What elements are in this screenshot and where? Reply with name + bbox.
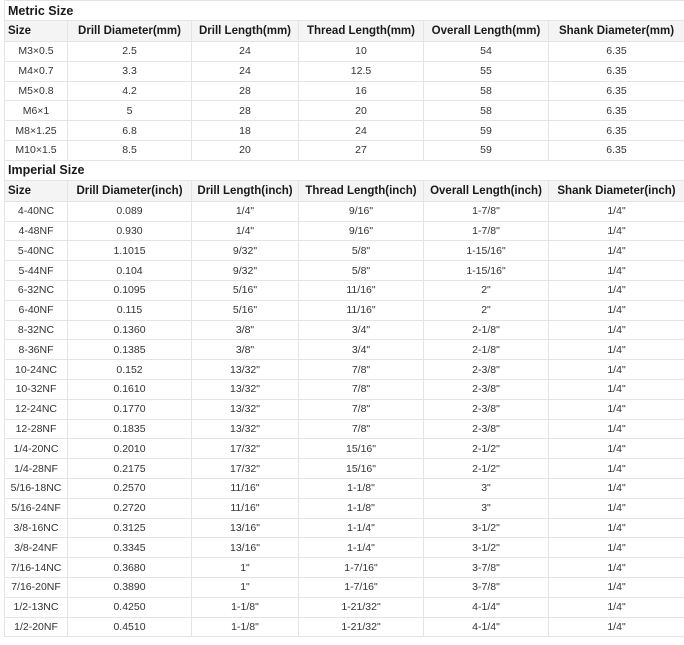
table-cell: 2-1/2" — [424, 439, 549, 459]
table-cell: 9/32" — [192, 241, 299, 261]
imperial-section-title: Imperial Size — [5, 160, 684, 180]
table-cell: 6.35 — [549, 140, 684, 160]
table-cell: 27 — [299, 140, 424, 160]
table-cell: 4-48NF — [5, 221, 68, 241]
table-cell: 0.1385 — [68, 340, 192, 360]
table-cell: 3-1/2" — [424, 518, 549, 538]
table-row — [5, 478, 684, 498]
table-cell: 5/8" — [299, 261, 424, 281]
table-cell: 7/8" — [299, 360, 424, 380]
table-cell: 1/4" — [549, 340, 684, 360]
table-cell: 2-1/8" — [424, 340, 549, 360]
table-cell: 1/4" — [549, 577, 684, 597]
table-cell: 13/32" — [192, 399, 299, 419]
table-cell: 13/32" — [192, 379, 299, 399]
table-row — [5, 241, 684, 261]
size-table-body — [5, 1, 684, 637]
table-cell: 2.5 — [68, 42, 192, 62]
table-row — [5, 280, 684, 300]
table-cell: 6.8 — [68, 121, 192, 141]
table-cell: 1/4" — [549, 558, 684, 578]
table-cell: 1.1015 — [68, 241, 192, 261]
table-cell: 5-44NF — [5, 261, 68, 281]
table-cell: 3-7/8" — [424, 558, 549, 578]
table-cell: 55 — [424, 61, 549, 81]
table-cell: 0.104 — [68, 261, 192, 281]
size-table — [4, 0, 684, 637]
table-cell: 1/2-13NC — [5, 597, 68, 617]
table-cell: 1/4" — [549, 538, 684, 558]
table-cell: 13/32" — [192, 419, 299, 439]
metric-column-header: Shank Diameter(mm) — [549, 21, 684, 42]
metric-column-header: Drill Length(mm) — [192, 21, 299, 42]
table-cell: M6×1 — [5, 101, 68, 121]
table-cell: M10×1.5 — [5, 140, 68, 160]
table-cell: 1/4" — [192, 221, 299, 241]
table-cell: 3-7/8" — [424, 577, 549, 597]
table-row — [5, 61, 684, 81]
table-cell: 17/32" — [192, 439, 299, 459]
table-cell: 15/16" — [299, 459, 424, 479]
table-cell: 1-7/16" — [299, 577, 424, 597]
table-row — [5, 360, 684, 380]
table-cell: 0.3890 — [68, 577, 192, 597]
table-cell: 1-1/8" — [299, 478, 424, 498]
table-cell: 12-28NF — [5, 419, 68, 439]
table-cell: 1-7/16" — [299, 558, 424, 578]
table-cell: 28 — [192, 101, 299, 121]
table-cell: 5/16" — [192, 280, 299, 300]
table-cell: 9/16" — [299, 221, 424, 241]
table-cell: M8×1.25 — [5, 121, 68, 141]
table-cell: 20 — [299, 101, 424, 121]
table-cell: 11/16" — [192, 478, 299, 498]
table-row — [5, 101, 684, 121]
table-cell: 58 — [424, 81, 549, 101]
table-cell: 5/16-18NC — [5, 478, 68, 498]
table-cell: 1/4-20NC — [5, 439, 68, 459]
table-cell: 0.4510 — [68, 617, 192, 637]
table-cell: 18 — [192, 121, 299, 141]
table-cell: 1/4-28NF — [5, 459, 68, 479]
table-cell: 1-1/4" — [299, 518, 424, 538]
table-cell: 58 — [424, 101, 549, 121]
table-row — [5, 597, 684, 617]
table-row — [5, 379, 684, 399]
table-row — [5, 577, 684, 597]
table-row — [5, 558, 684, 578]
table-cell: 1-21/32" — [299, 597, 424, 617]
table-cell: 9/32" — [192, 261, 299, 281]
table-cell: 0.2175 — [68, 459, 192, 479]
table-cell: 1/4" — [549, 320, 684, 340]
table-cell: 1/4" — [549, 360, 684, 380]
table-cell: 7/8" — [299, 399, 424, 419]
metric-column-header: Overall Length(mm) — [424, 21, 549, 42]
imperial-column-header: Overall Length(inch) — [424, 180, 549, 201]
metric-column-header: Drill Diameter(mm) — [68, 21, 192, 42]
table-row — [5, 340, 684, 360]
table-cell: 9/16" — [299, 201, 424, 221]
table-cell: 1/4" — [549, 597, 684, 617]
table-cell: 0.089 — [68, 201, 192, 221]
table-cell: 54 — [424, 42, 549, 62]
table-cell: 28 — [192, 81, 299, 101]
table-cell: 4-1/4" — [424, 597, 549, 617]
table-cell: 11/16" — [192, 498, 299, 518]
table-cell: 2" — [424, 280, 549, 300]
table-cell: 6-32NC — [5, 280, 68, 300]
metric-section-title-row — [5, 1, 684, 21]
table-cell: 0.4250 — [68, 597, 192, 617]
table-row — [5, 439, 684, 459]
table-cell: 0.1835 — [68, 419, 192, 439]
table-cell: 24 — [192, 61, 299, 81]
metric-section-title: Metric Size — [5, 1, 684, 21]
table-cell: 11/16" — [299, 280, 424, 300]
table-cell: 1-7/8" — [424, 221, 549, 241]
table-cell: 0.1610 — [68, 379, 192, 399]
imperial-column-header: Size — [5, 180, 68, 201]
table-row — [5, 498, 684, 518]
table-cell: 1/4" — [549, 201, 684, 221]
table-cell: 7/8" — [299, 419, 424, 439]
table-cell: 1/4" — [549, 478, 684, 498]
table-cell: 1-1/8" — [192, 617, 299, 637]
table-cell: 3/4" — [299, 320, 424, 340]
table-cell: 1/4" — [192, 201, 299, 221]
table-cell: 6-40NF — [5, 300, 68, 320]
table-cell: 59 — [424, 121, 549, 141]
table-row — [5, 419, 684, 439]
table-cell: 0.3125 — [68, 518, 192, 538]
table-cell: 1-7/8" — [424, 201, 549, 221]
table-cell: 3/8" — [192, 320, 299, 340]
table-row — [5, 121, 684, 141]
metric-header-row — [5, 21, 684, 42]
metric-column-header: Thread Length(mm) — [299, 21, 424, 42]
table-cell: 1/4" — [549, 241, 684, 261]
table-row — [5, 399, 684, 419]
table-cell: 7/16-14NC — [5, 558, 68, 578]
metric-column-header: Size — [5, 21, 68, 42]
table-cell: 6.35 — [549, 81, 684, 101]
table-cell: M4×0.7 — [5, 61, 68, 81]
table-cell: 13/16" — [192, 538, 299, 558]
table-row — [5, 320, 684, 340]
table-cell: 11/16" — [299, 300, 424, 320]
imperial-column-header: Drill Diameter(inch) — [68, 180, 192, 201]
table-cell: 3.3 — [68, 61, 192, 81]
table-cell: 13/16" — [192, 518, 299, 538]
table-cell: 0.2720 — [68, 498, 192, 518]
table-cell: 1/4" — [549, 280, 684, 300]
table-cell: 8-32NC — [5, 320, 68, 340]
table-cell: 3/4" — [299, 340, 424, 360]
table-cell: 1/4" — [549, 221, 684, 241]
table-cell: 1/4" — [549, 379, 684, 399]
table-cell: 3" — [424, 498, 549, 518]
table-cell: 1/4" — [549, 399, 684, 419]
table-cell: 7/8" — [299, 379, 424, 399]
table-cell: 6.35 — [549, 121, 684, 141]
table-cell: 5/16-24NF — [5, 498, 68, 518]
table-cell: 3" — [424, 478, 549, 498]
table-cell: 1/2-20NF — [5, 617, 68, 637]
table-cell: 17/32" — [192, 459, 299, 479]
table-cell: 3/8" — [192, 340, 299, 360]
table-cell: 20 — [192, 140, 299, 160]
cropped-footer-line — [4, 637, 680, 645]
table-row — [5, 201, 684, 221]
table-cell: 10-32NF — [5, 379, 68, 399]
table-cell: 5/8" — [299, 241, 424, 261]
table-cell: 1-1/8" — [299, 498, 424, 518]
table-cell: 1/4" — [549, 300, 684, 320]
table-row — [5, 538, 684, 558]
table-cell: 0.1770 — [68, 399, 192, 419]
imperial-column-header: Shank Diameter(inch) — [549, 180, 684, 201]
table-cell: 1/4" — [549, 617, 684, 637]
imperial-column-header: Thread Length(inch) — [299, 180, 424, 201]
table-cell: 1" — [192, 558, 299, 578]
table-cell: 8-36NF — [5, 340, 68, 360]
table-cell: 0.2010 — [68, 439, 192, 459]
table-cell: 3/8-24NF — [5, 538, 68, 558]
table-cell: 5-40NC — [5, 241, 68, 261]
table-row — [5, 518, 684, 538]
table-cell: 2-3/8" — [424, 419, 549, 439]
table-cell: 24 — [299, 121, 424, 141]
table-cell: 0.152 — [68, 360, 192, 380]
table-row — [5, 140, 684, 160]
table-cell: 12.5 — [299, 61, 424, 81]
table-cell: 1/4" — [549, 439, 684, 459]
table-cell: 1/4" — [549, 459, 684, 479]
table-cell: 6.35 — [549, 61, 684, 81]
table-cell: 0.1095 — [68, 280, 192, 300]
table-cell: 6.35 — [549, 101, 684, 121]
table-cell: M3×0.5 — [5, 42, 68, 62]
table-cell: 3/8-16NC — [5, 518, 68, 538]
table-row — [5, 221, 684, 241]
table-cell: 6.35 — [549, 42, 684, 62]
imperial-header-row — [5, 180, 684, 201]
table-cell: 24 — [192, 42, 299, 62]
table-cell: 5 — [68, 101, 192, 121]
table-cell: 1-1/4" — [299, 538, 424, 558]
table-cell: 8.5 — [68, 140, 192, 160]
table-cell: 2-3/8" — [424, 360, 549, 380]
table-cell: 10-24NC — [5, 360, 68, 380]
table-cell: 5/16" — [192, 300, 299, 320]
imperial-section-title-row — [5, 160, 684, 180]
table-cell: 7/16-20NF — [5, 577, 68, 597]
table-cell: 59 — [424, 140, 549, 160]
table-cell: 0.3680 — [68, 558, 192, 578]
table-cell: 2-1/2" — [424, 459, 549, 479]
table-cell: 10 — [299, 42, 424, 62]
table-cell: 2" — [424, 300, 549, 320]
table-cell: 4-1/4" — [424, 617, 549, 637]
table-row — [5, 617, 684, 637]
table-row — [5, 42, 684, 62]
table-cell: 13/32" — [192, 360, 299, 380]
table-cell: 1/4" — [549, 419, 684, 439]
table-cell: 0.3345 — [68, 538, 192, 558]
table-cell: 0.2570 — [68, 478, 192, 498]
table-cell: 2-1/8" — [424, 320, 549, 340]
table-cell: 16 — [299, 81, 424, 101]
table-cell: 1-15/16" — [424, 261, 549, 281]
table-cell: 1-21/32" — [299, 617, 424, 637]
table-cell: 1-1/8" — [192, 597, 299, 617]
table-cell: 2-3/8" — [424, 379, 549, 399]
table-cell: 0.115 — [68, 300, 192, 320]
table-cell: 1/4" — [549, 498, 684, 518]
table-row — [5, 81, 684, 101]
table-row — [5, 261, 684, 281]
table-cell: 4.2 — [68, 81, 192, 101]
table-cell: 0.1360 — [68, 320, 192, 340]
table-cell: 4-40NC — [5, 201, 68, 221]
table-cell: M5×0.8 — [5, 81, 68, 101]
table-cell: 15/16" — [299, 439, 424, 459]
table-cell: 1/4" — [549, 518, 684, 538]
table-cell: 2-3/8" — [424, 399, 549, 419]
table-cell: 3-1/2" — [424, 538, 549, 558]
table-cell: 12-24NC — [5, 399, 68, 419]
imperial-column-header: Drill Length(inch) — [192, 180, 299, 201]
cropped-footer-text — [4, 637, 680, 645]
table-cell: 1/4" — [549, 261, 684, 281]
table-row — [5, 300, 684, 320]
table-cell: 1" — [192, 577, 299, 597]
table-cell: 0.930 — [68, 221, 192, 241]
table-row — [5, 459, 684, 479]
table-cell: 1-15/16" — [424, 241, 549, 261]
